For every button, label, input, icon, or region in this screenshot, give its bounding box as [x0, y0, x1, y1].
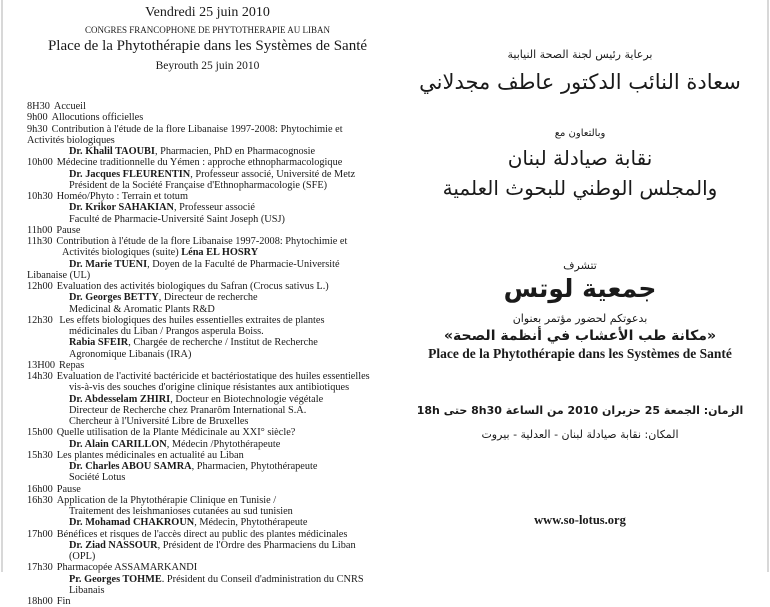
program-line [27, 450, 352, 461]
session-time: 9h00 [27, 112, 48, 124]
page-edge [767, 0, 769, 572]
line-text: . Président du Conseil d'administration du CNRS [161, 573, 364, 585]
congress-name: CONGRES FRANCOPHONE DE PHYTOTHERAPIE AU LIBAN [84, 25, 331, 35]
session-time: 16h30 [27, 494, 53, 506]
speaker-name: Dr. Khalil TAOUBI [69, 146, 155, 157]
program-line [27, 551, 352, 562]
line-text: , Doyen de la Faculté de Pharmacie-Université [147, 258, 340, 270]
program-line [27, 506, 352, 517]
line-text: (OPL) [69, 551, 96, 562]
session-time: 15h00 [27, 427, 53, 439]
honor-line: تتشرف [563, 259, 597, 272]
line-text: Pause [56, 483, 81, 495]
session-time: 10h00 [27, 157, 53, 169]
program-line [27, 596, 352, 607]
program-line [27, 124, 352, 135]
invite-line: بدعوتكم لحضور مؤتمر بعنوان [512, 312, 648, 325]
program-line [27, 382, 352, 393]
line-text: Evaluation de l'activité bactéricide et bactériostatique des huiles essentielles [56, 371, 370, 382]
program-line [27, 517, 352, 528]
session-time: 11h30 [27, 236, 53, 247]
program-line [27, 214, 352, 225]
line-text: vis-à-vis des souches d'origine clinique résistantes aux antibiotiques [69, 382, 350, 394]
line-text: Directeur de Recherche chez Pranarôm International S.A. [69, 404, 307, 416]
line-text: Homéo/Phyto : Terrain et totum [56, 191, 188, 202]
session-time: 11h00 [27, 224, 53, 236]
line-text: Libanais [69, 584, 105, 596]
session-time: 8H30 [27, 101, 50, 112]
title-french: Place de la Phytothérapie dans les Systèmes de Santé [428, 346, 732, 361]
line-text: Bénéfices et risques de l'accès direct au public des plantes médicinales [56, 528, 348, 540]
cooperation-line: وبالتعاون مع [554, 128, 606, 139]
line-text: Accueil [53, 101, 86, 112]
program-line [27, 146, 352, 157]
session-time: 9h30 [27, 123, 48, 135]
line-text: , Médecin /Phytothérapeute [166, 438, 281, 450]
program-line [27, 225, 352, 236]
speaker-name: Dr. Alain CARILLON [69, 438, 167, 450]
program-line [27, 112, 352, 123]
program-line [27, 472, 352, 483]
session-time: 10h30 [27, 191, 53, 202]
patron-name: سعادة النائب الدكتور عاطف مجدلاني [419, 70, 741, 94]
line-text: , Professeur associé, Université de Metz [190, 168, 356, 180]
line-text: médicinales du Liban / Prangos asperula Boiss. [69, 326, 264, 337]
session-time: 17h00 [27, 528, 53, 540]
speaker-name: Dr. Krikor SAHAKIAN [69, 202, 174, 214]
program-line [27, 337, 352, 348]
line-text: Allocutions officielles [51, 112, 144, 124]
patronage-line: برعاية رئيس لجنة الصحة النيابية [507, 48, 653, 61]
line-text: , Docteur en Biotechnologie végétale [170, 393, 324, 405]
line-text: , Professeur associé [173, 202, 255, 214]
line-text: Medicinal & Aromatic Plants R&D [69, 303, 215, 315]
program-line [27, 304, 352, 315]
session-time: 12h00 [27, 281, 53, 292]
association-name: جمعية لوتس [503, 274, 657, 303]
program-line [27, 539, 356, 551]
program-line [27, 585, 352, 596]
line-text: Chercheur à l'Université Libre de Bruxelles [69, 416, 249, 427]
line-text: Traitement des leishmanioses cutanées au sud tunisien [69, 506, 293, 517]
program-line [27, 405, 352, 416]
line-text: Contribution à l'étude de la flore Libanaise 1997-2008: Phytochimie et [51, 123, 343, 135]
line-text: Agronomique Libanais (IRA) [69, 348, 192, 360]
program-line [27, 484, 352, 495]
line-text: Quelle utilisation de la Plante Médicinale au XXI° siècle? [56, 427, 296, 439]
program-line [27, 439, 352, 450]
program-line [27, 180, 352, 191]
line-text: Application de la Phytothérapie Clinique en Tunisie / [56, 494, 277, 506]
line-text: Faculté de Pharmacie-Université Saint Joseph (USJ) [69, 213, 285, 225]
line-text: , Pharmacien, Phytothérapeute [191, 461, 318, 472]
program-line [27, 259, 352, 270]
session-time: 14h30 [27, 371, 53, 382]
program-line [27, 360, 352, 371]
program-line [27, 101, 352, 112]
line-text: , Chargée de recherche / Institut de Recherche [128, 337, 318, 349]
program-line [27, 202, 352, 213]
speaker-name: Dr. Abdesselam ZHIRI [69, 393, 171, 405]
line-text: Contribution à l'étude de la flore Libanaise 1997-2008: Phytochimie et [56, 236, 348, 247]
program-line [27, 292, 352, 303]
line-text: Président de la Société Française d'Ethnopharmacologie (SFE) [69, 179, 328, 191]
page-edge [1, 0, 3, 572]
program-line [27, 371, 370, 382]
congress-title: Place de la Phytothérapie dans les Systèmes de Santé [47, 38, 368, 54]
program-line [27, 416, 352, 427]
org-research-council: والمجلس الوطني للبحوث العلمية [442, 176, 718, 200]
program-line [27, 495, 352, 506]
org-pharmacists-syndicate: نقابة صيادلة لبنان [507, 146, 653, 170]
speaker-name: Dr. Ziad NASSOUR [69, 539, 158, 551]
line-text: Repas [59, 359, 85, 371]
event-location: المكان: نقابة صيادلة لبنان - العدلية - بيروت [481, 428, 679, 441]
line-text: Libanaise (UL) [27, 269, 91, 281]
line-text: Les plantes médicinales en actualité au Liban [56, 449, 244, 461]
line-text: Activités biologiques [27, 134, 115, 146]
line-text: , Directeur de recherche [158, 292, 258, 304]
program-line [27, 461, 352, 472]
speaker-name: Dr. Jacques FLEURENTIN [69, 168, 191, 180]
speaker-name: Dr. Marie TUENI [69, 258, 148, 270]
website-link[interactable]: www.so-lotus.org [534, 513, 626, 527]
line-text: Activités biologiques (suite) [62, 247, 182, 259]
speaker-name: Dr. Mohamad CHAKROUN [69, 517, 195, 529]
program-line [27, 168, 356, 180]
line-text: Pause [56, 224, 81, 236]
program-line [27, 270, 352, 281]
line-text: , Président de l'Ordre des Pharmaciens du Liban [157, 539, 356, 551]
line-text: Fin [56, 596, 71, 607]
program-line [27, 529, 352, 540]
speaker-name: Pr. Georges TOHME [69, 573, 162, 585]
program-list [27, 101, 370, 607]
program-line [27, 191, 352, 202]
program-line [27, 394, 352, 405]
program-line [27, 135, 352, 146]
session-time: 16h00 [27, 483, 53, 495]
line-text: Pharmacopée ASSAMARKANDI [56, 562, 198, 574]
line-text: Médecine traditionnelle du Yémen : approche ethnopharmacologique [56, 157, 343, 169]
line-text: , Pharmacien, PhD en Pharmacognosie [154, 146, 316, 157]
program-line [27, 236, 352, 247]
program-line [27, 573, 364, 585]
congress-place-date: Beyrouth 25 juin 2010 [155, 60, 260, 72]
program-line [27, 315, 352, 326]
session-time: 18h00 [27, 596, 53, 607]
session-time: 13H00 [27, 359, 56, 371]
program-line [27, 157, 352, 168]
speaker-name: Léna EL HOSRY [181, 247, 259, 259]
event-day: Vendredi 25 juin 2010 [145, 5, 270, 20]
line-text: Société Lotus [69, 472, 126, 484]
session-time: 15h30 [27, 449, 53, 461]
title-arabic: «مكانة طب الأعشاب في أنظمة الصحة» [444, 328, 716, 344]
program-line [27, 326, 352, 337]
line-text: Les effets biologiques des huiles essentielles extraites de plantes [56, 314, 325, 326]
speaker-name: Rabia SFEIR [69, 337, 129, 349]
program-line [27, 281, 352, 292]
event-time: الزمان: الجمعة 25 حزيران 2010 من الساعة 8h30 حتى 18h [416, 404, 744, 417]
speaker-name: Dr. Georges BETTY [69, 292, 159, 304]
session-time: 12h30 [27, 314, 53, 326]
speaker-name: Dr. Charles ABOU SAMRA [69, 461, 192, 472]
session-time: 17h30 [27, 562, 53, 574]
program-line [27, 427, 352, 438]
program-line [27, 349, 352, 360]
program-line [27, 247, 352, 258]
line-text: , Médecin, Phytothérapeute [194, 517, 308, 529]
line-text: Evaluation des activités biologiques du Safran (Crocus sativus L.) [56, 281, 329, 292]
